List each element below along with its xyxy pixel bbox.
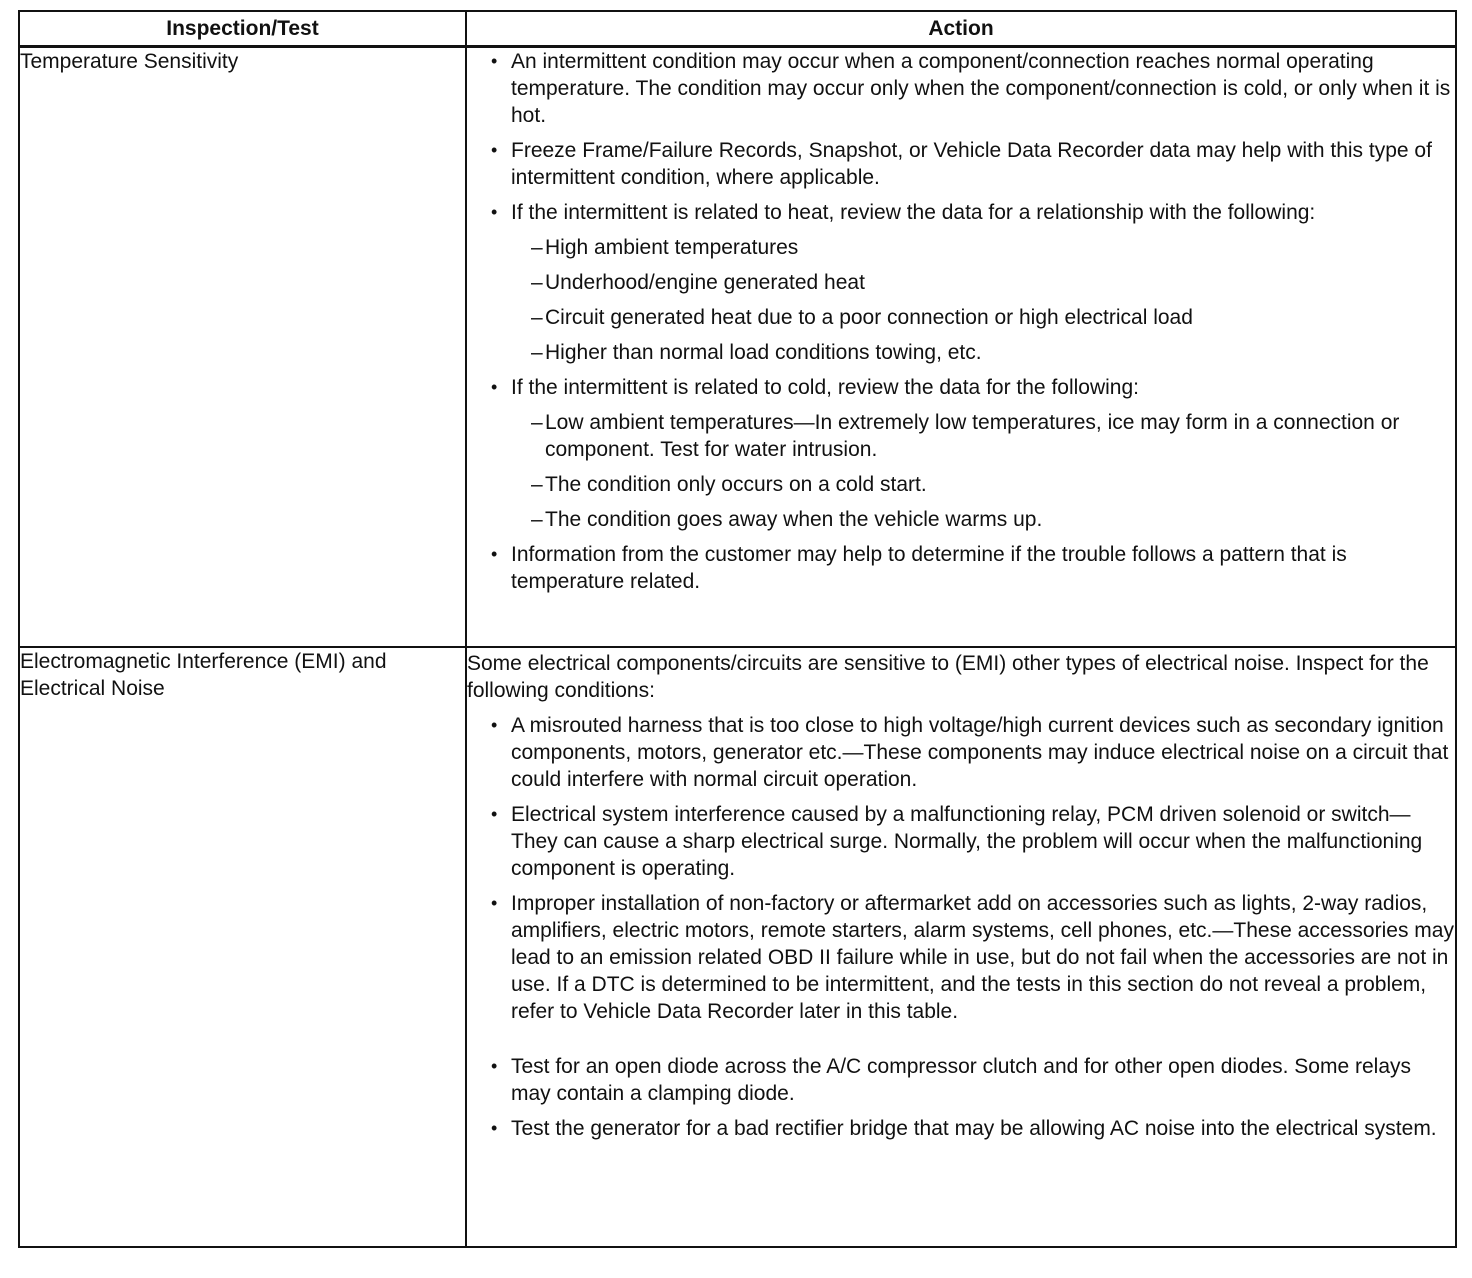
- action-item: [467, 1115, 1455, 1142]
- row-action: [466, 47, 1456, 648]
- action-item: [467, 541, 1455, 595]
- header-row: [19, 11, 1456, 47]
- row-label: Electromagnetic Interference (EMI) and Electrical Noise: [19, 647, 466, 1247]
- sub-item-text: The condition goes away when the vehicle warms up.: [545, 508, 1043, 531]
- action-intro: Some electrical components/circuits are sensitive to (EMI) other types of electrical noise. Inspect for the following conditions:: [467, 652, 1429, 702]
- row-action: [466, 647, 1456, 1247]
- sub-item: – The condition only occurs on a cold start.: [531, 473, 927, 496]
- sub-item-text: The condition only occurs on a cold start.: [545, 473, 927, 496]
- action-item: [467, 801, 1455, 882]
- sub-item-text: Underhood/engine generated heat: [545, 271, 865, 294]
- action-text: Improper installation of non-factory or aftermarket add on accessories such as lights, 2-way radios, amplifiers, electric motors, remote starters, alarm systems, cell phones, etc.—These accessories may lead to an emission related OBD II failure while in use, but do not fail when the accessories are not in use. If a DTC is determined to be intermittent, and the tests in this section do not reveal a problem, refer to Vehicle Data Recorder later in this table.: [511, 892, 1454, 1023]
- sub-item: – High ambient temperatures: [531, 236, 799, 259]
- sub-item: – Higher than normal load conditions towing, etc.: [531, 341, 982, 364]
- action-item: [467, 199, 1455, 366]
- action-item: [467, 1053, 1455, 1107]
- header-action: Action: [466, 11, 1456, 47]
- table-row: [19, 47, 1456, 648]
- action-text: Information from the customer may help to determine if the trouble follows a pattern that is temperature related.: [511, 543, 1347, 593]
- sub-item-text: High ambient temperatures: [545, 236, 799, 259]
- sub-item: – Circuit generated heat due to a poor connection or high electrical load: [531, 306, 1193, 329]
- sub-list: [511, 409, 1455, 533]
- action-item: [467, 137, 1455, 191]
- sub-item: – The condition goes away when the vehicle warms up.: [531, 508, 1043, 531]
- action-list: [467, 712, 1455, 1142]
- action-text: If the intermittent is related to cold, review the data for the following:: [511, 376, 1139, 399]
- action-text: Electrical system interference caused by a malfunctioning relay, PCM driven solenoid or switch—They can cause a sharp electrical surge. Normally, the problem will occur when the malfunctioning component is operating.: [511, 803, 1423, 880]
- action-text: Test for an open diode across the A/C compressor clutch and for other open diodes. Some relays may contain a clamping diode.: [511, 1055, 1411, 1105]
- sub-item: – Underhood/engine generated heat: [531, 271, 865, 294]
- action-text: A misrouted harness that is too close to high voltage/high current devices such as secondary ignition components, motors, generator etc.—These components may induce electrical noise on a circuit that could interfere with normal circuit operation.: [511, 714, 1449, 791]
- action-list: [467, 48, 1455, 595]
- sub-item-text: Low ambient temperatures—In extremely low temperatures, ice may form in a connection or component. Test for water intrusion.: [545, 411, 1400, 461]
- sub-item-text: Circuit generated heat due to a poor connection or high electrical load: [545, 306, 1193, 329]
- sub-item-text: Higher than normal load conditions towing, etc.: [545, 341, 982, 364]
- action-text: Test the generator for a bad rectifier bridge that may be allowing AC noise into the electrical system.: [511, 1117, 1437, 1140]
- row-label: Temperature Sensitivity: [19, 47, 466, 648]
- header-inspection-test: Inspection/Test: [19, 11, 466, 47]
- action-text: Freeze Frame/Failure Records, Snapshot, or Vehicle Data Recorder data may help with this type of intermittent condition, where applicable.: [511, 139, 1432, 189]
- sub-list: [511, 234, 1455, 366]
- action-item: [467, 890, 1455, 1045]
- action-item: [467, 48, 1455, 129]
- action-text: An intermittent condition may occur when a component/connection reaches normal operating temperature. The condition may occur only when the component/connection is cold, or only when it is hot.: [511, 50, 1451, 127]
- action-item: [467, 712, 1455, 793]
- action-item: [467, 374, 1455, 533]
- inspection-table: [18, 10, 1457, 1248]
- sub-item: – Low ambient temperatures—In extremely low temperatures, ice may form in a connection or component. Test for water intrusion.: [531, 411, 1400, 461]
- action-text: If the intermittent is related to heat, review the data for a relationship with the following:: [511, 201, 1316, 224]
- table-row: [19, 647, 1456, 1247]
